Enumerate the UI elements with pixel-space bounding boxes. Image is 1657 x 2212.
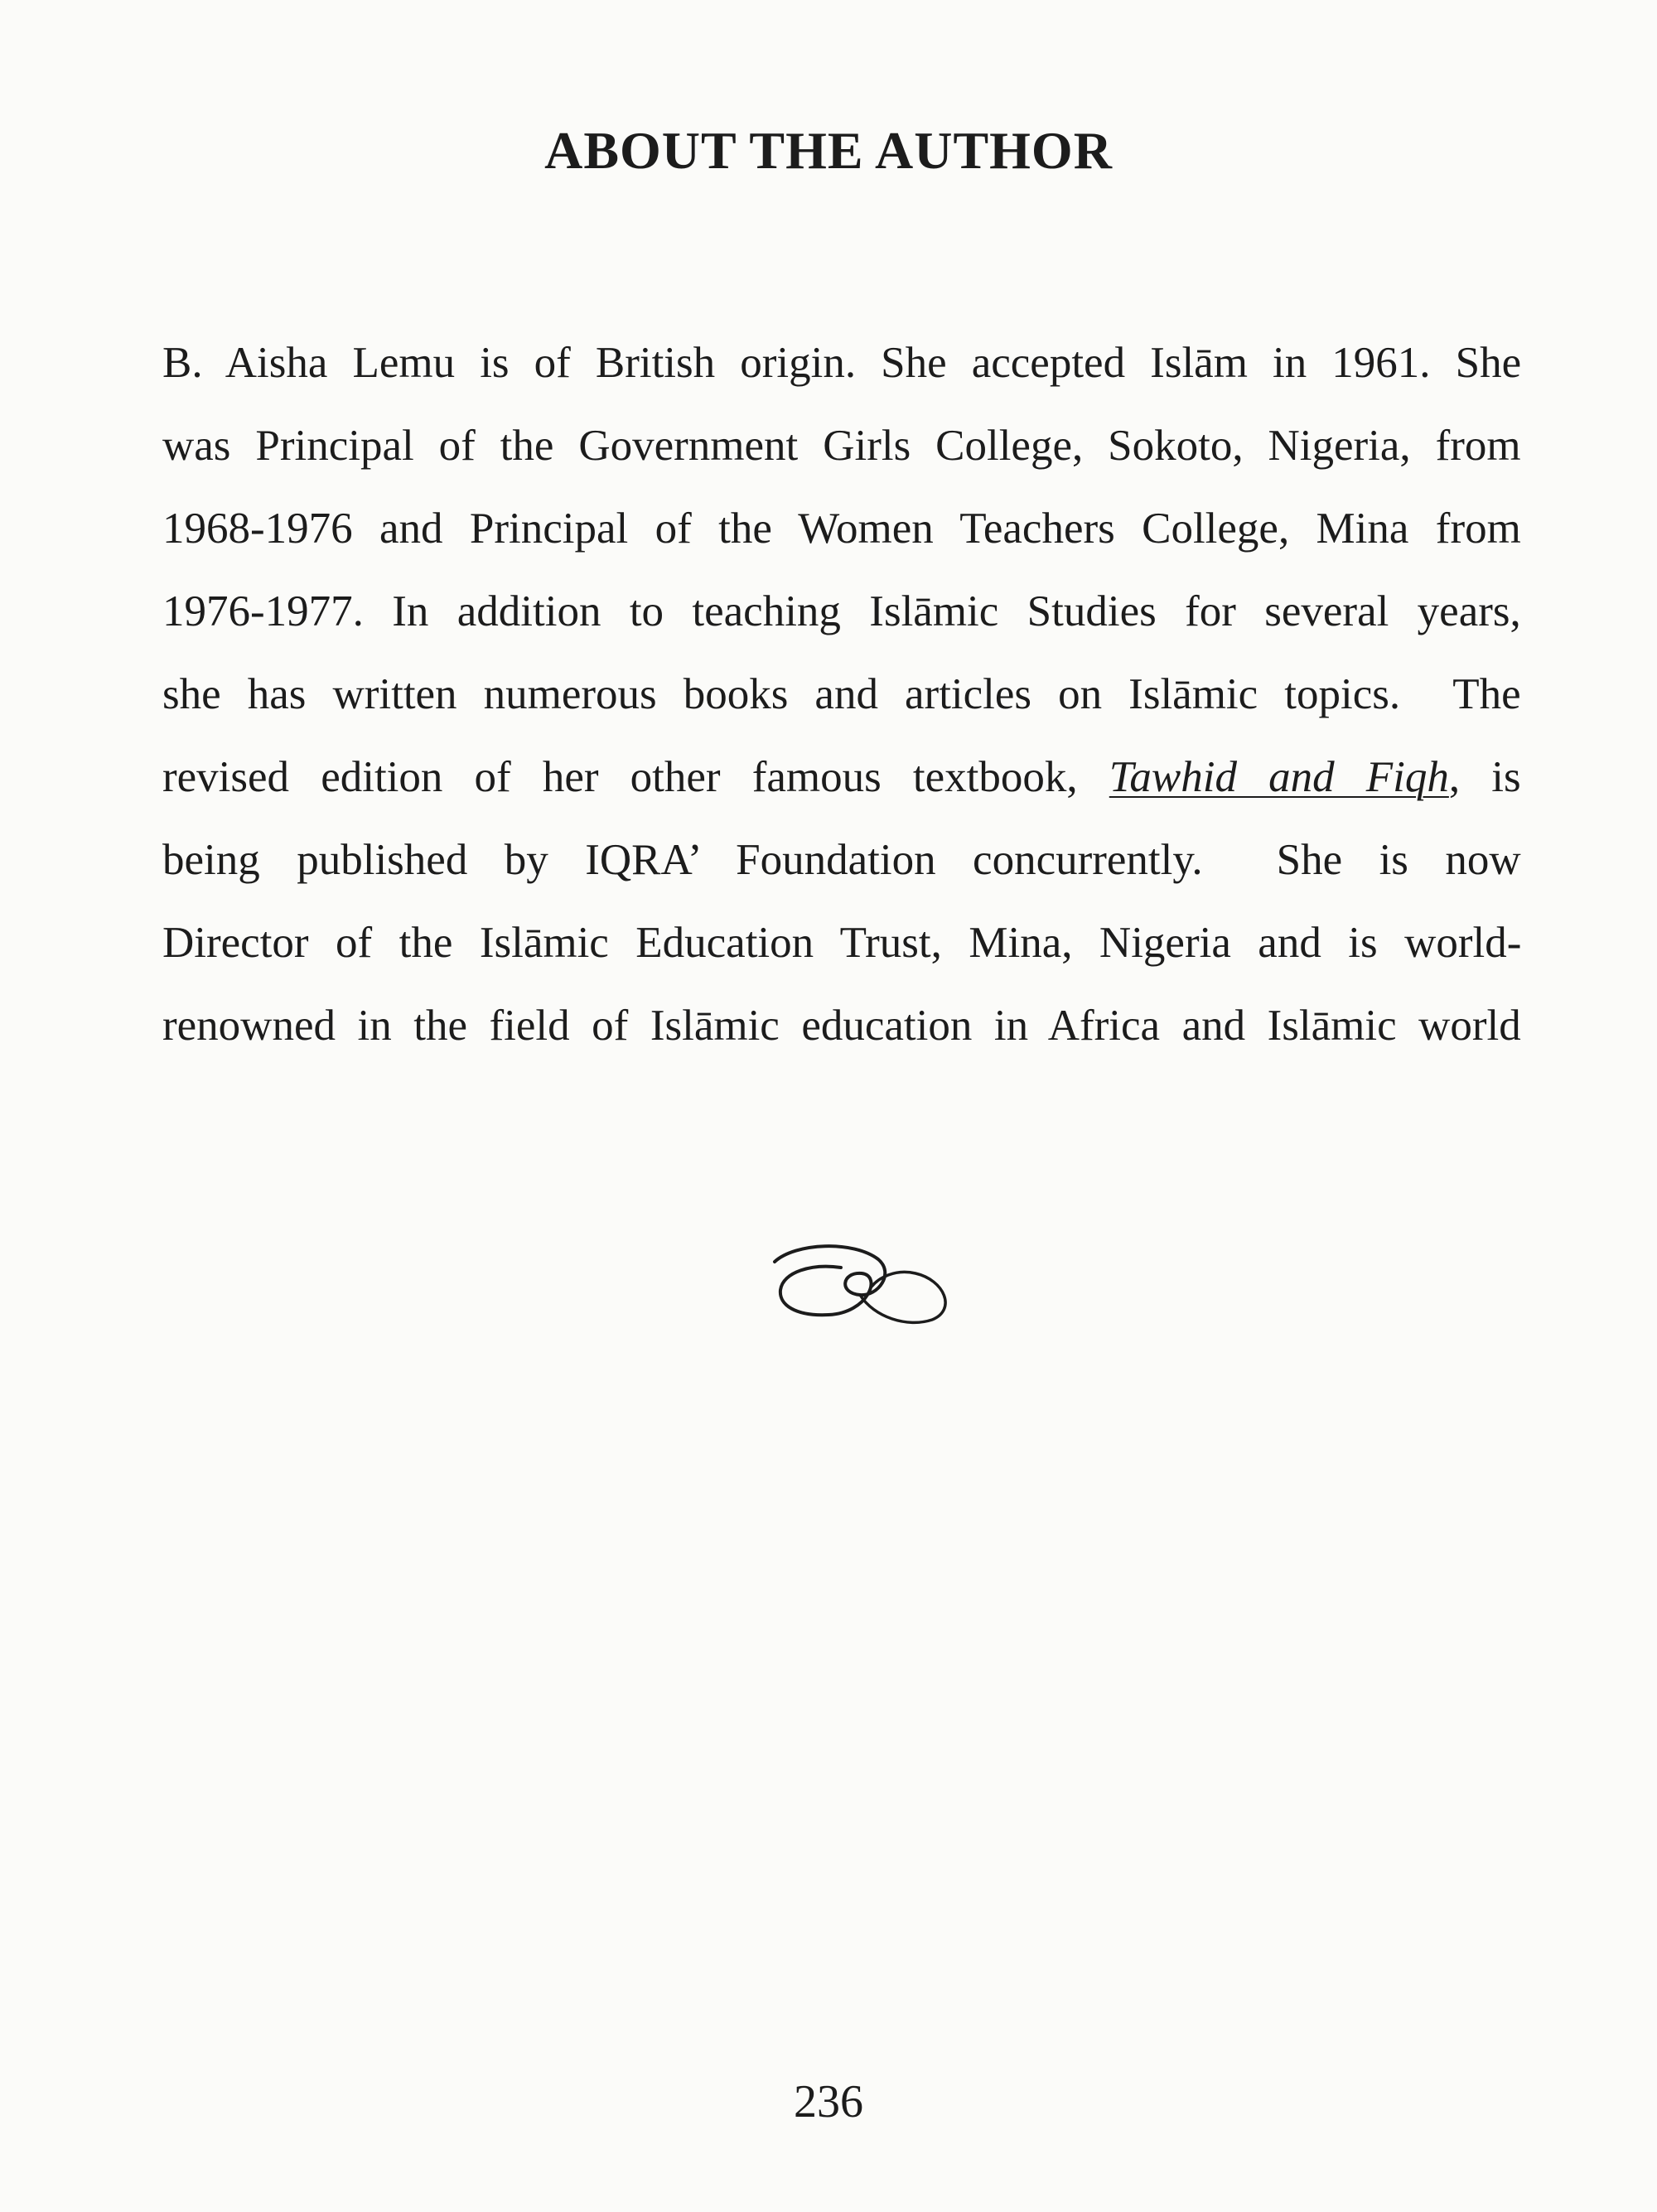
paragraph-line: being published by IQRA’ Foundation concurrently. She is now <box>162 836 1521 884</box>
paragraph-line: 1968-1976 and Principal of the Women Teachers College, Mina from <box>162 505 1521 553</box>
page-number: 236 <box>794 2076 863 2127</box>
page-heading: ABOUT THE AUTHOR <box>544 121 1113 180</box>
paragraph-line: B. Aisha Lemu is of British origin. She accepted Islām in 1961. She <box>162 339 1522 387</box>
paragraph-line: was Principal of the Government Girls College, Sokoto, Nigeria, from <box>162 422 1521 470</box>
book-title-reference: Tawhid and Fiqh <box>1109 753 1449 801</box>
paragraph-line: Director of the Islāmic Education Trust, Mina, Nigeria and is world- <box>162 919 1522 967</box>
paragraph-line: renowned in the field of Islāmic education in Africa and Islāmic world <box>162 1002 1521 1050</box>
paragraph-line: she has written numerous books and articles on Islāmic topics. The <box>162 670 1521 718</box>
flourish-ornament-icon <box>762 1239 953 1342</box>
author-biography-paragraph <box>162 321 1521 1067</box>
paragraph-line: 1976-1977. In addition to teaching Islāmic Studies for several years, <box>162 587 1521 635</box>
paragraph-line: revised edition of her other famous textbook, Tawhid and Fiqh, is <box>162 753 1521 801</box>
